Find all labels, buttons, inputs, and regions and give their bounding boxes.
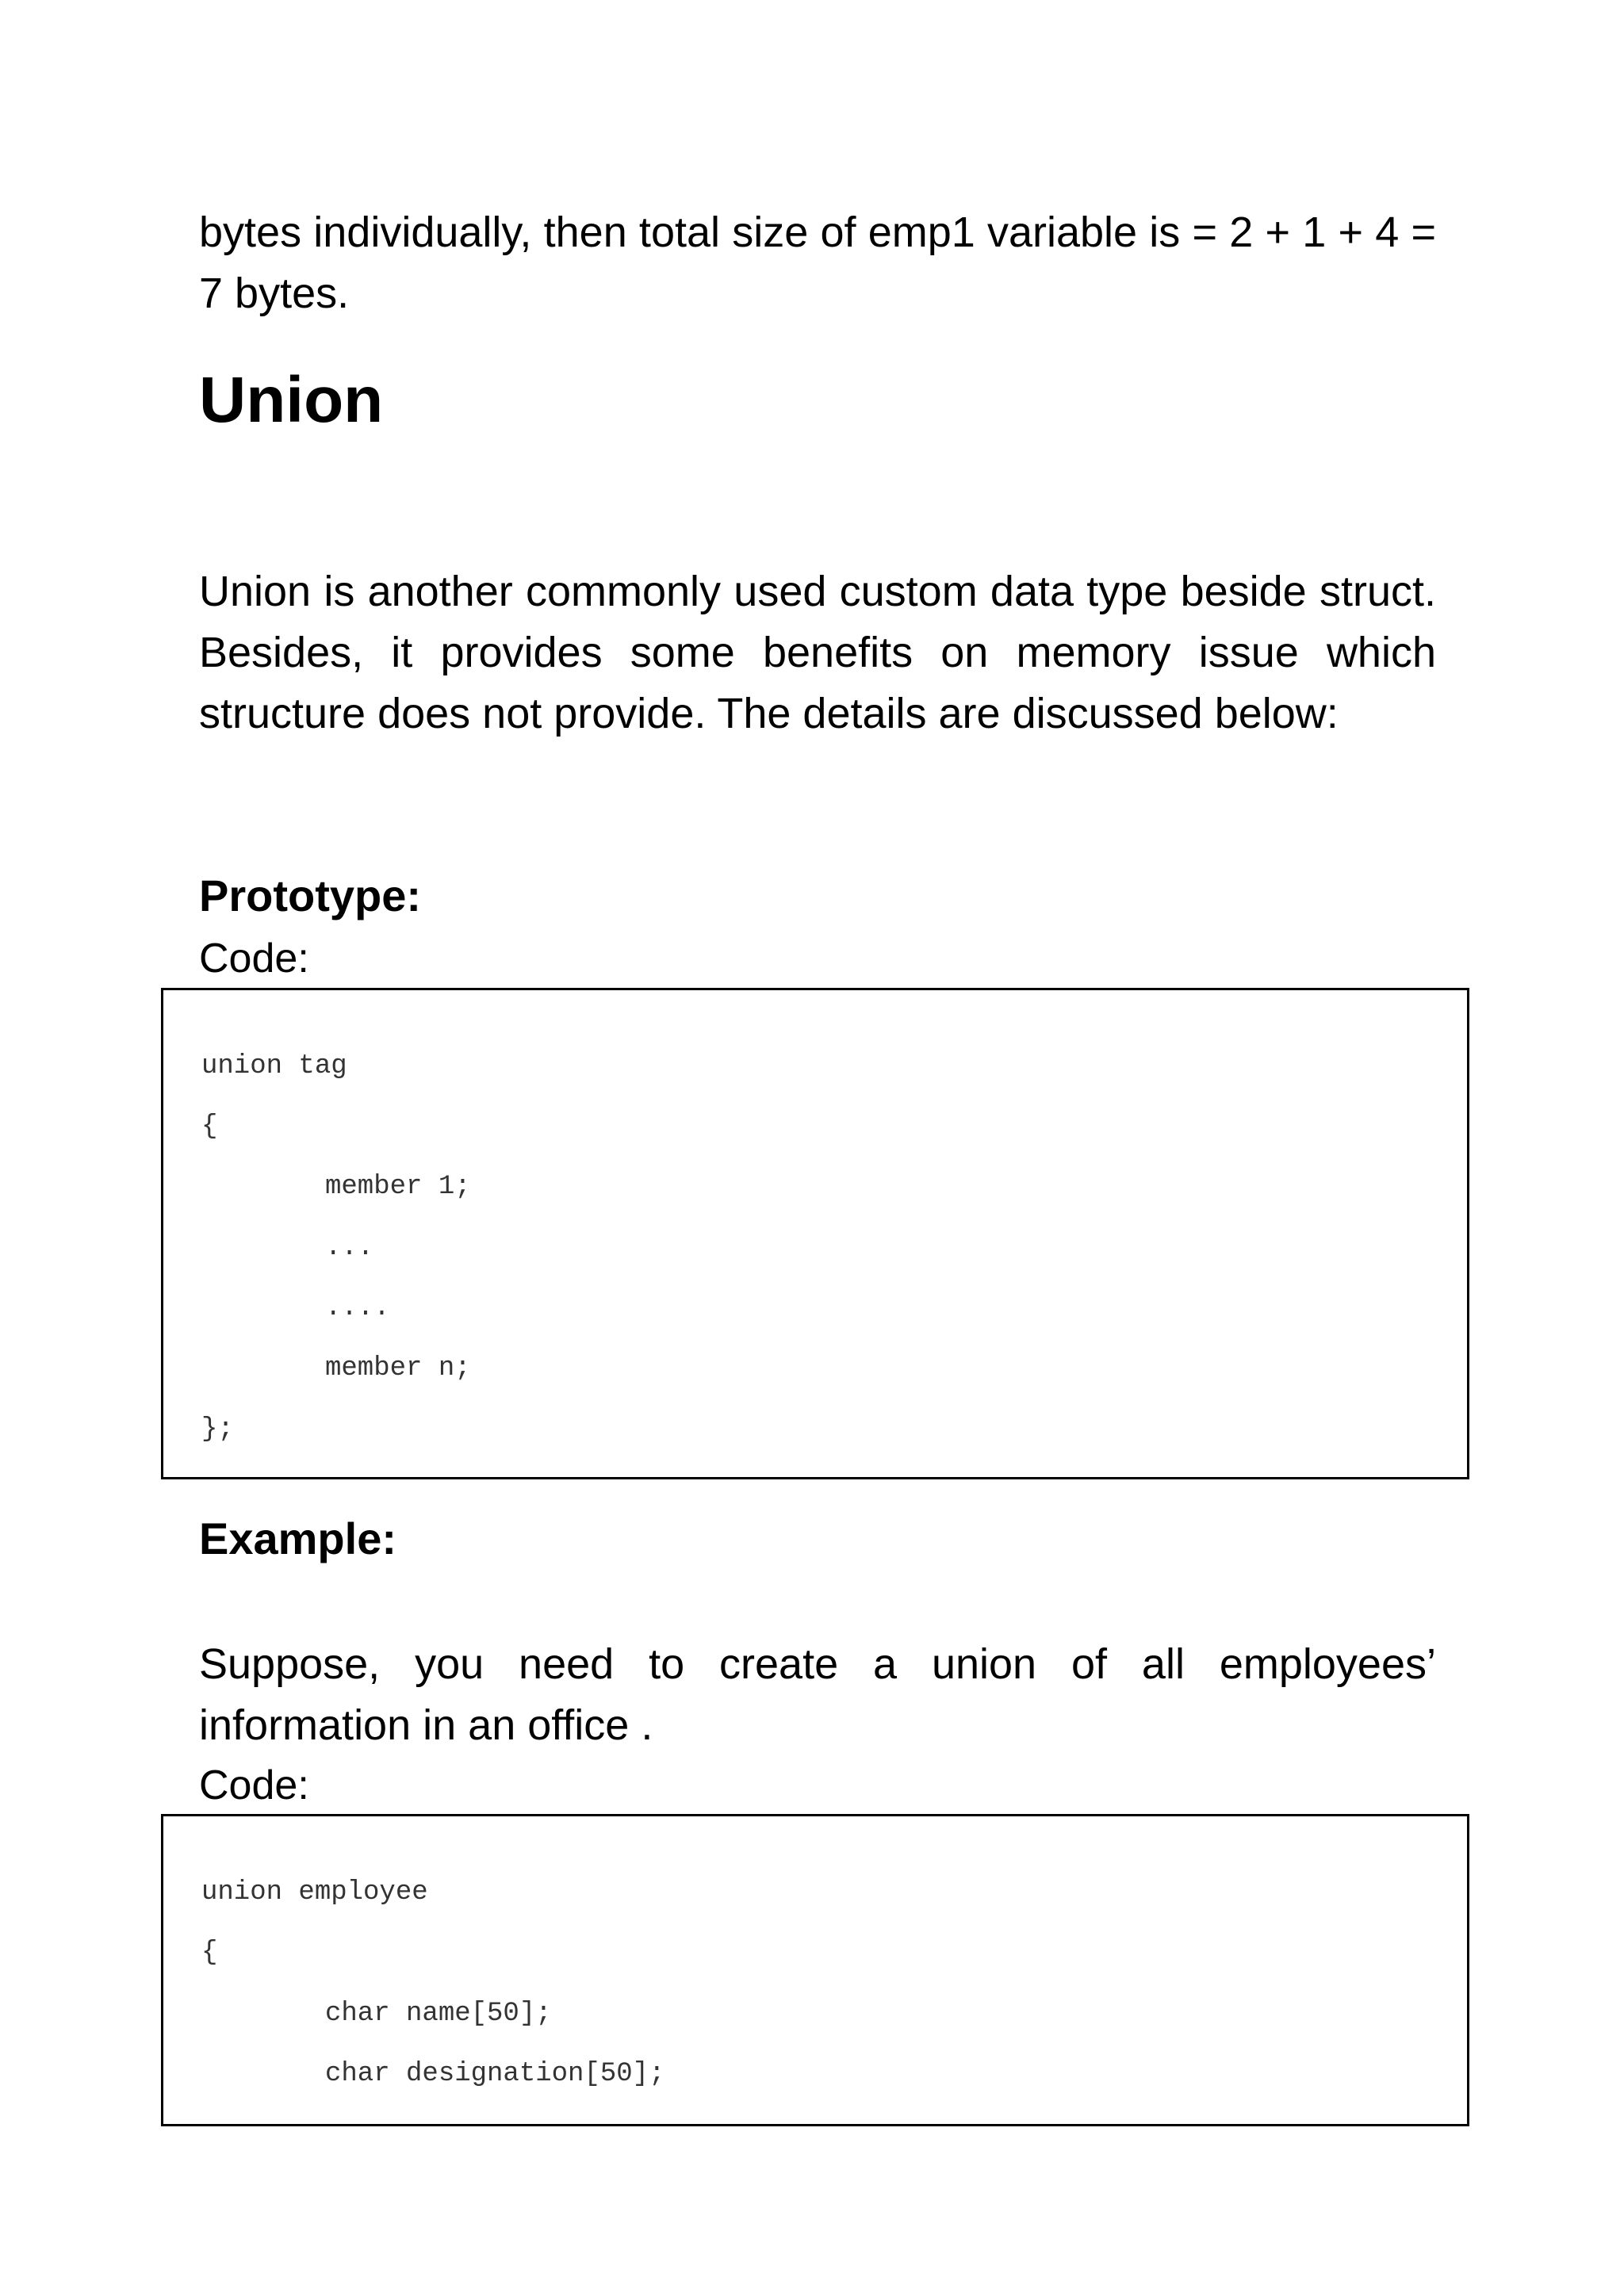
example-heading: Example: [199,1513,396,1563]
intro-paragraph: bytes individually, then total size of emp1 variable is = 2 + 1 + 4 = 7 bytes. [199,209,1436,317]
example-paragraph: Suppose, you need to create a union of all employees’ information in an office . [199,1640,1436,1749]
code-line: { [201,1112,218,1142]
code-line: .... [325,1293,390,1323]
code-line: ... [325,1233,374,1263]
code-line: char designation[50]; [325,2059,665,2089]
code-line: union tag [201,1051,347,1081]
code-line: char name[50]; [325,1999,552,2029]
code-line: union employee [201,1877,428,1908]
code-line: { [201,1938,218,1968]
code-line: member n; [325,1353,471,1383]
description-paragraph: Union is another commonly used custom data type beside struct. Besides, it provides some benefits on memory issue which structure does not provide. The details are discussed below: [199,568,1436,737]
prototype-heading: Prototype: [199,871,421,920]
example-code-block [161,1814,1469,2126]
code-line: member 1; [325,1172,471,1202]
code-line: }; [201,1414,234,1445]
example-code-label: Code: [199,1762,309,1808]
section-title: Union [199,364,384,436]
prototype-code-label: Code: [199,936,309,982]
prototype-code-block [161,988,1469,1479]
